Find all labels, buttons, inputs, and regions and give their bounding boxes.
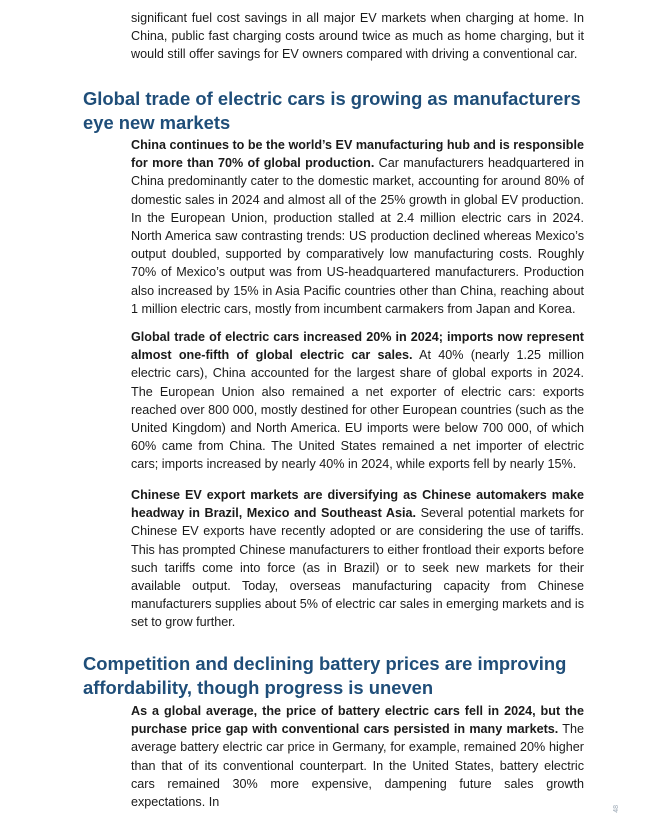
paragraph-export-markets [131,486,584,632]
paragraph-lead: Chinese EV export markets are diversifying as Chinese automakers make headway in Brazil, Mexico and Southeast Asia. [131,488,584,521]
page-number: 48 [613,805,620,813]
section-heading-global-trade: Global trade of electric cars is growing as manufacturers eye new markets [83,88,581,133]
paragraph-body: Car manufacturers headquartered in China predominantly cater to the domestic market, accounting for around 80% of domestic sales in 2024 and almost all of the 25% growth in global EV production. In the European Union, production stalled at 2.4 million electric cars in 2024. North America saw contrasting trends: US production declined whereas Mexico’s output doubled, supported by comparatively low manufacturing costs. Roughly 70% of Mexico’s output was from US-headquartered manufacturers. Production also increased by 15% in Asia Pacific countries other than China, reaching about 1 million electric cars, mostly from incumbent carmakers from Japan and Korea. [131,156,584,316]
intro-paragraph [131,9,584,64]
paragraph-body: At 40% (nearly 1.25 million electric cars), China accounted for the largest share of global exports in 2024. The European Union also remained a net exporter of electric cars: exports reached over 800 000, mostly destined for other European countries (such as the United Kingdom) and North America. EU imports were below 700 000, of which 60% came from China. The United States remained a net importer of electric cars; imports increased by nearly 40% in 2024, while exports fell by nearly 15%. [131,348,584,472]
paragraph-body: The average battery electric car price in Germany, for example, remained 20% higher than that of its conventional counterpart. In the United States, battery electric cars remained 30% more expensive, dampening future sales growth expectations. In [131,722,584,810]
paragraph-lead: Global trade of electric cars increased 20% in 2024; imports now represent almost one-fifth of global electric car sales. [131,330,584,363]
paragraph-body: Several potential markets for Chinese EV exports have recently adopted or are considering the use of tariffs. This has prompted Chinese manufacturers to either frontload their exports before such tariffs come into force (as in Brazil) or to seek new markets for their available output. Today, overseas manufacturing capacity from Chinese manufacturers supplies about 5% of electric car sales in emerging markets and is set to grow further. [131,506,584,630]
paragraph-global-trade [131,328,584,474]
paragraph-manufacturing-hub [131,136,584,318]
intro-paragraph-text: significant fuel cost savings in all major EV markets when charging at home. In China, public fast charging costs around twice as much as home charging, but it would still offer savings for EV owners compared with driving a conventional car. [131,11,584,62]
paragraph-price-gap [131,702,584,811]
section-heading-affordability: Competition and declining battery prices are improving affordability, though progress is uneven [83,653,567,698]
paragraph-lead: As a global average, the price of battery electric cars fell in 2024, but the purchase price gap with conventional cars persisted in many markets. [131,704,584,737]
paragraph-lead: China continues to be the world’s EV manufacturing hub and is responsible for more than 70% of global production. [131,138,584,171]
